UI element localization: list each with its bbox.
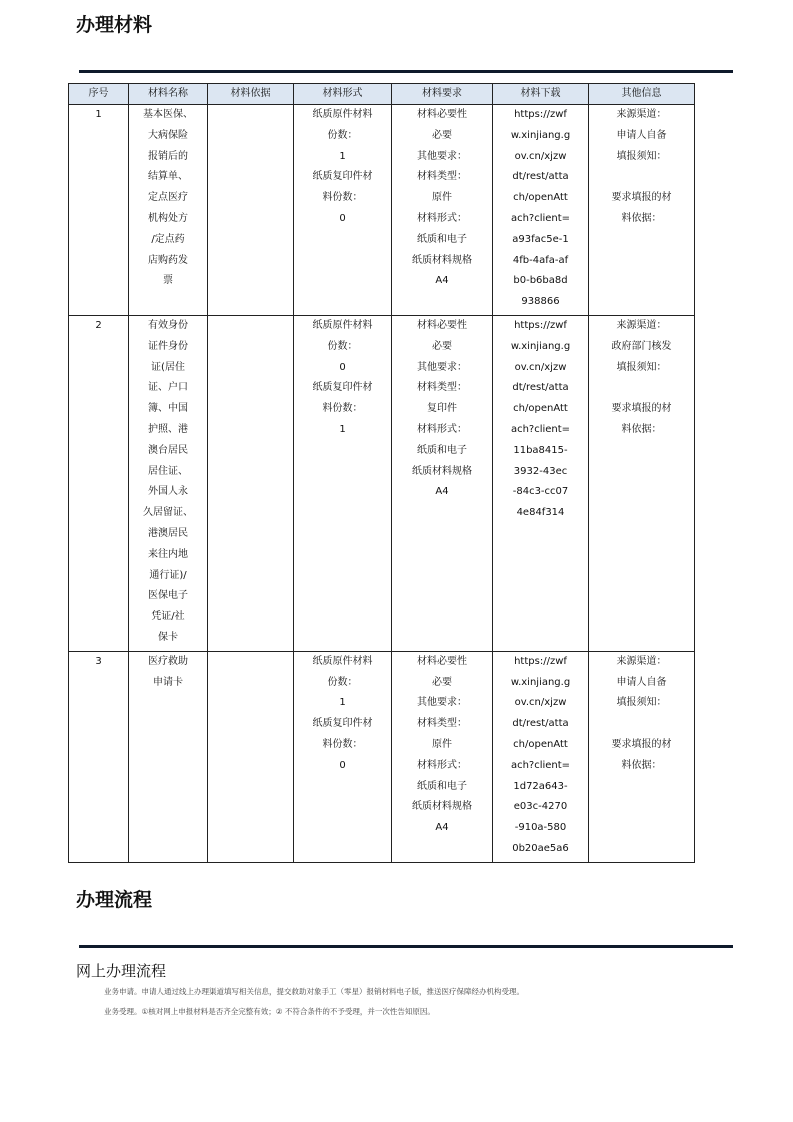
cell-line: ach?client= bbox=[510, 759, 571, 771]
cell-line: 纸质和电子 bbox=[417, 780, 467, 792]
cell-line: ov.cn/xjzw bbox=[514, 361, 567, 373]
cell-line: 2 bbox=[95, 319, 102, 331]
cell-line: w.xinjiang.g bbox=[510, 676, 571, 688]
header-name: 材料名称 bbox=[129, 84, 208, 105]
cell-line: ch/openAtt bbox=[513, 403, 568, 415]
cell-other bbox=[589, 105, 695, 316]
cell-name bbox=[129, 315, 208, 651]
cell-line: 申请卡 bbox=[153, 676, 183, 688]
cell-line: 居住证、 bbox=[148, 465, 188, 477]
materials-table bbox=[68, 83, 695, 863]
cell-line: 其他要求： bbox=[417, 697, 467, 709]
cell-line: 填报须知： bbox=[616, 150, 667, 162]
cell-line: 通行证)/ bbox=[149, 569, 187, 581]
cell-name bbox=[129, 651, 208, 862]
cell-line: 份数： bbox=[327, 340, 358, 352]
materials-table-body bbox=[69, 105, 695, 863]
cell-no bbox=[69, 315, 129, 651]
cell-line: 原件 bbox=[432, 738, 452, 750]
cell-line: 料依据： bbox=[621, 212, 662, 224]
cell-line: 份数： bbox=[327, 676, 358, 688]
cell-line: 纸质原件材料 bbox=[312, 319, 373, 331]
table-header-row bbox=[69, 84, 695, 105]
cell-line: 申请人自备 bbox=[616, 676, 667, 688]
cell-line: 证(居住 bbox=[151, 361, 185, 373]
cell-form bbox=[294, 315, 392, 651]
cell-line: w.xinjiang.g bbox=[510, 129, 571, 141]
cell-line: 医保电子 bbox=[148, 590, 188, 602]
cell-line: https://zwf bbox=[514, 319, 567, 331]
cell-line: 纸质和电子 bbox=[417, 233, 467, 245]
cell-line: ov.cn/xjzw bbox=[514, 150, 567, 162]
cell-line: 必要 bbox=[432, 129, 452, 141]
cell-line: 料份数： bbox=[322, 403, 363, 415]
cell-requirements bbox=[392, 651, 493, 862]
cell-line: 纸质复印件材 bbox=[312, 171, 373, 183]
cell-line: 基本医保、 bbox=[143, 109, 193, 120]
cell-line: 1d72a643- bbox=[513, 780, 568, 792]
cell-line: 料份数： bbox=[322, 192, 363, 204]
cell-line bbox=[589, 167, 694, 188]
cell-line: ach?client= bbox=[510, 423, 571, 435]
cell-line: 材料类型： bbox=[417, 718, 467, 730]
cell-line: 材料必要性 bbox=[417, 655, 467, 667]
header-basis: 材料依据 bbox=[208, 84, 294, 105]
cell-line: e03c-4270 bbox=[513, 801, 568, 813]
cell-line: 机构处方 bbox=[148, 212, 188, 224]
cell-line: w.xinjiang.g bbox=[510, 340, 571, 352]
cell-line: 大病保险 bbox=[148, 129, 188, 141]
cell-form bbox=[294, 651, 392, 862]
cell-line: 材料必要性 bbox=[417, 109, 467, 120]
cell-line: 料份数： bbox=[322, 738, 363, 750]
cell-line: 1 bbox=[339, 423, 346, 435]
cell-line: 材料类型： bbox=[417, 382, 467, 394]
cell-line: 料依据： bbox=[621, 423, 662, 435]
cell-line: https://zwf bbox=[514, 655, 567, 667]
cell-line: 11ba8415- bbox=[513, 444, 568, 456]
cell-line: 澳台居民 bbox=[148, 444, 188, 456]
cell-line: dt/rest/atta bbox=[512, 171, 569, 183]
cell-line: https://zwf bbox=[514, 109, 567, 120]
cell-line: 料依据： bbox=[621, 759, 662, 771]
cell-line: 复印件 bbox=[427, 403, 457, 415]
process-step-acceptance: 业务受理。①核对网上申报材料是否齐全完整有效；② 不符合条件的不予受理，并一次性告知原因。 bbox=[104, 1007, 435, 1016]
cell-line: 纸质材料规格 bbox=[412, 465, 472, 477]
cell-line: 纸质和电子 bbox=[417, 444, 467, 456]
cell-line: 久居留证、 bbox=[143, 507, 193, 519]
cell-line: 0 bbox=[339, 759, 346, 771]
cell-line: 材料类型： bbox=[417, 171, 467, 183]
cell-line: A4 bbox=[435, 822, 449, 834]
cell-line: 1 bbox=[95, 109, 102, 120]
cell-line: 填报须知： bbox=[616, 697, 667, 709]
cell-line bbox=[589, 714, 694, 735]
cell-line: 护照、港 bbox=[148, 423, 188, 435]
cell-basis bbox=[208, 105, 294, 316]
cell-line: 纸质复印件材 bbox=[312, 382, 373, 394]
cell-line: 凭证/社 bbox=[151, 611, 185, 623]
header-form: 材料形式 bbox=[294, 84, 392, 105]
cell-line: 原件 bbox=[432, 192, 452, 204]
cell-line: 外国人永 bbox=[148, 486, 188, 498]
cell-line: 证、户口 bbox=[148, 382, 188, 394]
cell-line: 来往内地 bbox=[148, 548, 188, 560]
cell-line: 簿、中国 bbox=[148, 403, 188, 415]
cell-line: 3 bbox=[95, 655, 102, 667]
cell-other bbox=[589, 651, 695, 862]
cell-line: 填报须知： bbox=[616, 361, 667, 373]
table-row bbox=[69, 315, 695, 651]
cell-line: 结算单、 bbox=[148, 171, 188, 183]
cell-line: 0 bbox=[339, 212, 346, 224]
cell-line: 3932-43ec bbox=[513, 465, 568, 477]
cell-line: ch/openAtt bbox=[513, 192, 568, 204]
cell-line: 938866 bbox=[521, 296, 560, 308]
cell-line: 政府部门核发 bbox=[611, 340, 672, 352]
cell-line: 4fb-4afa-af bbox=[512, 254, 569, 266]
cell-line: 纸质原件材料 bbox=[312, 109, 373, 120]
cell-no bbox=[69, 651, 129, 862]
cell-line: A4 bbox=[435, 486, 449, 498]
cell-line: 其他要求： bbox=[417, 150, 467, 162]
cell-other bbox=[589, 315, 695, 651]
cell-name bbox=[129, 105, 208, 316]
cell-line: 材料必要性 bbox=[417, 319, 467, 331]
cell-line: 来源渠道： bbox=[616, 109, 667, 120]
cell-line: 其他要求： bbox=[417, 361, 467, 373]
cell-line: 份数： bbox=[327, 129, 358, 141]
cell-line: 港澳居民 bbox=[148, 527, 188, 539]
cell-line: 要求填报的材 bbox=[611, 738, 672, 750]
cell-line: A4 bbox=[435, 275, 449, 287]
cell-line: ch/openAtt bbox=[513, 738, 568, 750]
cell-download[interactable] bbox=[493, 651, 589, 862]
cell-line: 票 bbox=[163, 275, 173, 287]
cell-line: 有效身份 bbox=[148, 319, 188, 331]
cell-line: 来源渠道： bbox=[616, 655, 667, 667]
cell-line: 要求填报的材 bbox=[611, 192, 672, 204]
cell-line: 来源渠道： bbox=[616, 319, 667, 331]
cell-line: b0-b6ba8d bbox=[513, 275, 568, 287]
cell-line: dt/rest/atta bbox=[512, 382, 569, 394]
cell-line: 1 bbox=[339, 150, 346, 162]
cell-line: dt/rest/atta bbox=[512, 718, 569, 730]
cell-line: 必要 bbox=[432, 340, 452, 352]
cell-line: 4e84f314 bbox=[516, 507, 565, 519]
section-title-materials: 办理材料 bbox=[76, 14, 153, 36]
cell-line: 0 bbox=[339, 361, 346, 373]
cell-line: 医疗救助 bbox=[148, 655, 188, 667]
cell-line: 定点医疗 bbox=[148, 192, 188, 204]
process-step-application: 业务申请。申请人通过线上办理渠道填写相关信息，提交救助对象手工（零星）报销材料电子版，推送医疗保障经办机构受理。 bbox=[104, 987, 524, 996]
table-row bbox=[69, 105, 695, 316]
cell-requirements bbox=[392, 315, 493, 651]
cell-line: 纸质复印件材 bbox=[312, 718, 373, 730]
cell-line: 材料形式： bbox=[417, 759, 467, 771]
cell-line: ov.cn/xjzw bbox=[514, 697, 567, 709]
cell-line: 纸质材料规格 bbox=[412, 254, 472, 266]
section-divider bbox=[79, 70, 733, 73]
cell-line: 申请人自备 bbox=[616, 129, 667, 141]
cell-download[interactable] bbox=[493, 105, 589, 316]
cell-basis bbox=[208, 651, 294, 862]
cell-line: 要求填报的材 bbox=[611, 403, 672, 415]
table-row bbox=[69, 651, 695, 862]
header-other: 其他信息 bbox=[589, 84, 695, 105]
cell-line: 0b20ae5a6 bbox=[512, 842, 569, 854]
cell-form bbox=[294, 105, 392, 316]
cell-line: 报销后的 bbox=[148, 150, 188, 162]
cell-line: -84c3-cc07 bbox=[512, 486, 569, 498]
section-divider bbox=[79, 945, 733, 948]
cell-line bbox=[589, 378, 694, 399]
cell-line: 保卡 bbox=[158, 631, 178, 643]
header-requirements: 材料要求 bbox=[392, 84, 493, 105]
cell-requirements bbox=[392, 105, 493, 316]
header-no: 序号 bbox=[69, 84, 129, 105]
online-process-subtitle: 网上办理流程 bbox=[76, 962, 167, 980]
cell-download[interactable] bbox=[493, 315, 589, 651]
cell-line: 1 bbox=[339, 697, 346, 709]
cell-line: 必要 bbox=[432, 676, 452, 688]
cell-line: 店购药发 bbox=[148, 254, 188, 266]
cell-line: -910a-580 bbox=[514, 822, 567, 834]
header-download: 材料下载 bbox=[493, 84, 589, 105]
cell-basis bbox=[208, 315, 294, 651]
cell-line: 材料形式： bbox=[417, 423, 467, 435]
cell-line: a93fac5e-1 bbox=[512, 233, 569, 245]
cell-line: 证件身份 bbox=[148, 340, 188, 352]
cell-line: ach?client= bbox=[510, 212, 571, 224]
cell-line: 纸质原件材料 bbox=[312, 655, 373, 667]
cell-line: 纸质材料规格 bbox=[412, 801, 472, 813]
cell-no bbox=[69, 105, 129, 316]
section-title-process: 办理流程 bbox=[76, 889, 153, 911]
cell-line: 材料形式： bbox=[417, 212, 467, 224]
cell-line: /定点药 bbox=[151, 233, 185, 245]
